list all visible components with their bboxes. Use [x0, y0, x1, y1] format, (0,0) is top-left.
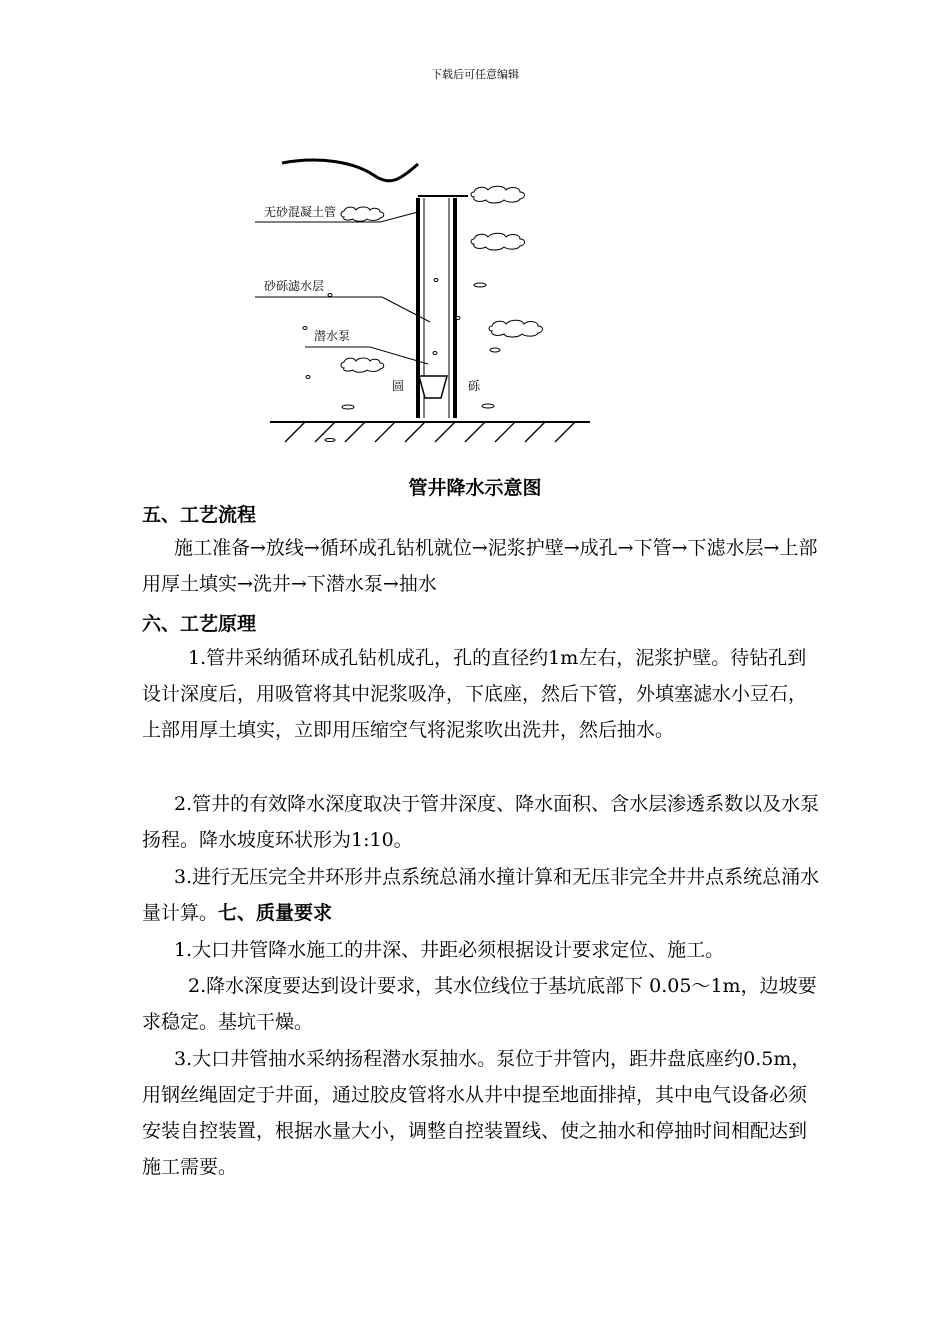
page-header: 下载后可任意编辑	[431, 68, 519, 81]
section5-heading: 五、工艺流程	[142, 504, 257, 526]
submersible-pump	[419, 376, 447, 398]
label-pipe: 无砂混凝土管	[264, 205, 337, 219]
section7-heading: 七、质量要求	[218, 902, 333, 924]
well-dewatering-diagram	[250, 150, 590, 450]
section6-paragraph-3	[142, 859, 822, 931]
label-gravel-right: 砾	[468, 379, 481, 393]
gravel-pebbles	[303, 279, 500, 442]
section6-paragraph-1: 1.管井采纳循环成孔钻机成孔，孔的直径约1m左右，泥浆护壁。待钻孔到设计深度后，用吸管将其中泥浆吸净，下底座，然后下管，外填塞滤水小豆石，上部用厚土填实，立即用压缩空气将泥浆吹出洗井，然后抽水。	[142, 647, 808, 741]
label-pump: 潜水泵	[314, 329, 351, 343]
section6-paragraph-2: 2.管井的有效降水深度取决于管井深度、降水面积、含水层渗透系数以及水泵扬程。降水坡度环状形为1:10。	[142, 793, 820, 851]
section7-paragraph-3: 3.大口井管抽水采纳扬程潜水泵抽水。泵位于井管内，距井盘底座约0.5m，用钢丝绳固定于井面，通过胶皮管将水从井中提至地面排掉，其中电气设备必须安装自控装置，根据水量大小，调整自控装置线、使之抽水和停抽时间相配达到施工需要。	[142, 1048, 811, 1178]
ground-surface-line	[282, 160, 418, 181]
section5-text: 施工准备→放线→循环成孔钻机就位→泥浆护壁→成孔→下管→下滤水层→上部用厚土填实→洗井→下潜水泵→抽水	[142, 537, 818, 595]
section6-heading: 六、工艺原理	[142, 613, 257, 635]
section7-paragraph-1: 1.大口井管降水施工的井深、井距必须根据设计要求定位、施工。	[174, 939, 725, 961]
section7-paragraph-2: 2.降水深度要达到设计要求，其水位线位于基坑底部下 0.05～1m，边坡要求稳定。基坑干燥。	[142, 975, 817, 1033]
diagram-caption: 管井降水示意图	[408, 477, 542, 499]
section6-paragraph-3-text: 3.进行无压完全井环形井点系统总涌水撞计算和无压非完全井井点系统总涌水量计算。	[142, 866, 820, 924]
label-filter: 砂砾滤水层	[264, 279, 325, 293]
gravel-clouds	[341, 186, 543, 372]
label-gravel-left: 圆	[392, 379, 405, 393]
